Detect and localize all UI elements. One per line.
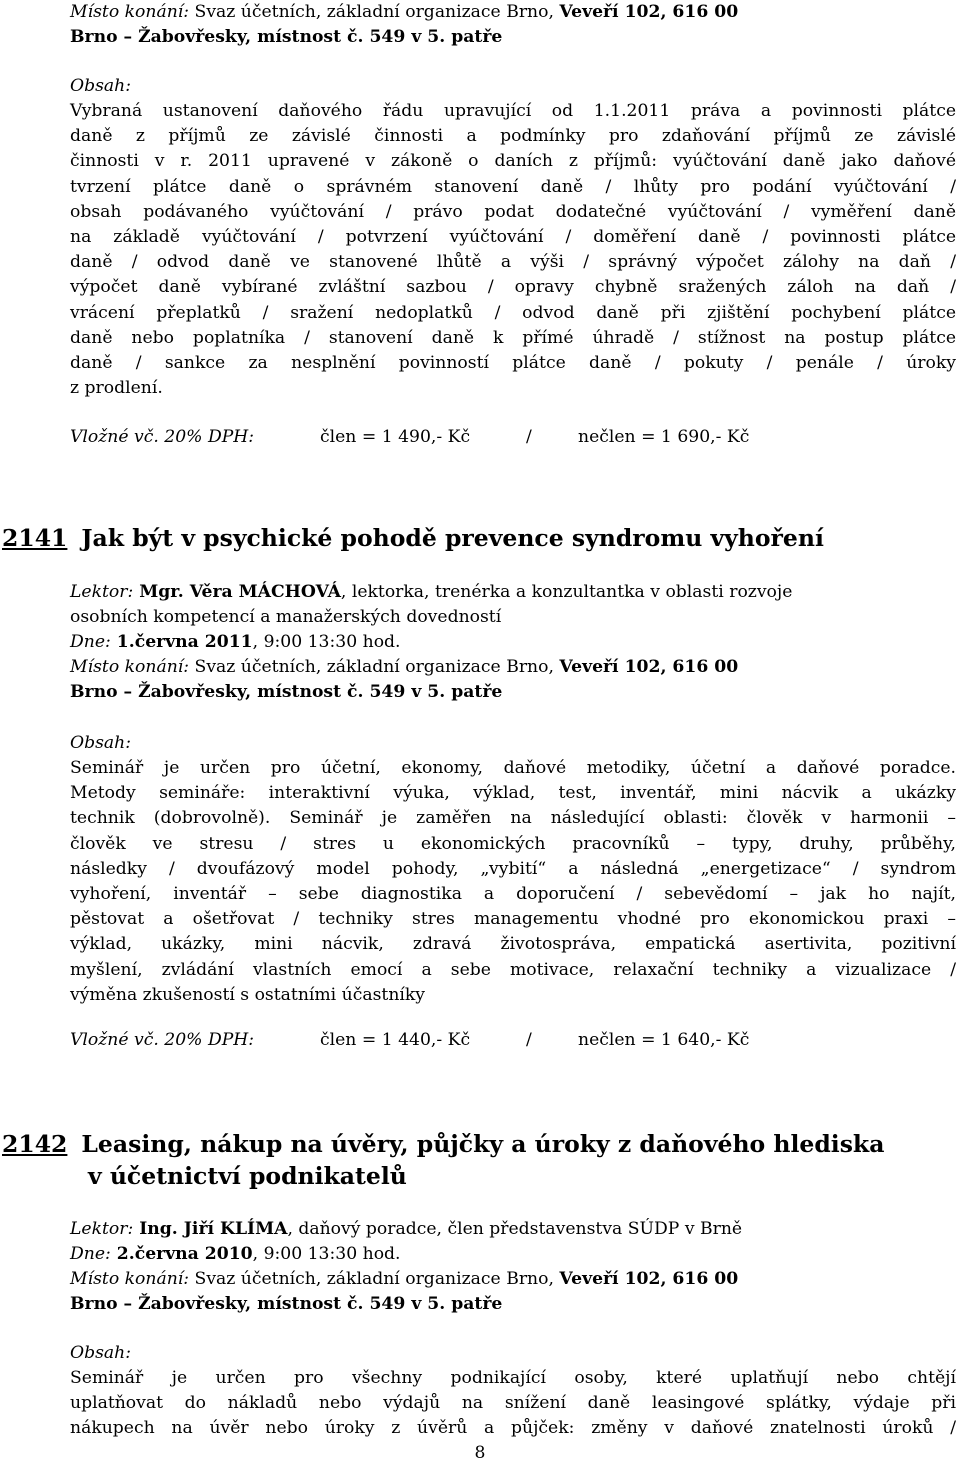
place-address-room: Brno – Žabovřesky, místnost č. 549 v 5. patře bbox=[70, 682, 503, 702]
place-address: Veveří 102, 616 00 bbox=[559, 657, 739, 677]
content-line: činnosti v r. 2011 upravené v zákoně o daních z příjmů: vyúčtování daně jako daňové bbox=[70, 151, 956, 172]
lector-label: Lektor: bbox=[70, 1219, 134, 1239]
date-value: 1.června 2011 bbox=[110, 632, 253, 652]
lector-title: Ing. bbox=[133, 1219, 184, 1239]
time-value: , 9:00 13:30 hod. bbox=[252, 632, 401, 652]
lector-name: Jiří KLÍMA bbox=[183, 1219, 288, 1239]
lector-line bbox=[70, 580, 956, 605]
fee-label: Vložné vč. 20% DPH: bbox=[70, 427, 255, 447]
content-line: uplatňovat do nákladů nebo výdajů na snížení daně leasingové splátky, výdaje při bbox=[70, 1393, 956, 1414]
lector-label: Lektor: bbox=[70, 582, 134, 602]
date-line bbox=[70, 630, 956, 655]
fee-member: člen = 1 440,- Kč bbox=[320, 1030, 471, 1050]
place-address-room: Brno – Žabovřesky, místnost č. 549 v 5. patře bbox=[70, 27, 503, 47]
course-title-line-2: v účetnictví podnikatelů bbox=[88, 1162, 407, 1190]
lector-line-2 bbox=[70, 605, 956, 630]
content-line: vyhoření, inventář – sebe diagnostika a doporučení / sebevědomí – jak ho najít, bbox=[70, 884, 956, 904]
content-line: následky / dvoufázový model pohody, „vybití“ a následná „energetizace“ / syndrom bbox=[70, 858, 956, 879]
fee-row bbox=[70, 1028, 749, 1053]
date-label: Dne: bbox=[70, 632, 111, 652]
lector-description: , lektorka, trenérka a konzultantka v oblasti rozvoje bbox=[340, 582, 793, 602]
place-label: Místo konání: bbox=[70, 1269, 190, 1289]
place-label: Místo konání: bbox=[70, 2, 190, 22]
place-label: Místo konání: bbox=[70, 657, 190, 677]
content-label bbox=[70, 731, 956, 756]
date-value: 2.června 2010 bbox=[110, 1244, 253, 1264]
page-number: 8 bbox=[474, 1443, 486, 1463]
course-heading-2142 bbox=[0, 1128, 884, 1160]
content-label-text: Obsah: bbox=[70, 733, 132, 753]
content-line: pěstovat a ošetřovat / techniky stres managementu vhodné pro ekonomickou praxi – bbox=[70, 909, 956, 930]
fee-nonmember: nečlen = 1 690,- Kč bbox=[578, 427, 750, 447]
course-heading-2141 bbox=[0, 522, 824, 554]
content-line: myšlení, zvládání vlastních emocí a sebe motivace, relaxační techniky a vizualizace / bbox=[70, 959, 956, 980]
content-label-text: Obsah: bbox=[70, 1343, 132, 1363]
place-line bbox=[70, 0, 956, 25]
fee-label: Vložné vč. 20% DPH: bbox=[70, 1030, 255, 1050]
content-line: daně z příjmů ze závislé činnosti a podmínky pro zdaňování příjmů ze závislé bbox=[70, 126, 956, 147]
content-line: výklad, ukázky, mini nácvik, zdravá životospráva, empatická asertivita, pozitivní bbox=[70, 934, 956, 955]
place-text: Svaz účetních, základní organizace Brno, bbox=[189, 2, 560, 22]
content-line: člověk ve stresu / stres u ekonomických pracovníků – typy, druhy, průběhy, bbox=[70, 833, 956, 854]
fee-separator: / bbox=[526, 1030, 532, 1050]
place-line-2 bbox=[70, 1292, 956, 1317]
content-line: Seminář je určen pro účetní, ekonomy, daňové metodiky, účetní a daňové poradce. bbox=[70, 758, 956, 778]
content-label bbox=[70, 1341, 956, 1366]
place-text: Svaz účetních, základní organizace Brno, bbox=[189, 1269, 560, 1289]
content-line: obsah podávaného vyúčtování / právo podat dodatečné vyúčtování / vyměření daně bbox=[70, 201, 956, 222]
content-line: Seminář je určen pro všechny podnikající osoby, které uplatňují nebo chtějí bbox=[70, 1368, 956, 1388]
place-line bbox=[70, 655, 956, 680]
place-line-2 bbox=[70, 680, 956, 705]
content-line: technik (dobrovolně). Seminář je zaměřen na následující oblasti: člověk v harmonii – bbox=[70, 808, 956, 829]
content-line: nákupech na úvěr nebo úroky z úvěrů a půjček: změny v daňové znatelnosti úroků / bbox=[70, 1418, 956, 1439]
fee-separator: / bbox=[526, 427, 532, 447]
content-line: výpočet daně vybírané zvláštní sazbou / opravy chybně sražených záloh na daň / bbox=[70, 277, 956, 298]
fee-member: člen = 1 490,- Kč bbox=[320, 427, 471, 447]
date-label: Dne: bbox=[70, 1244, 111, 1264]
content-line: vrácení přeplatků / sražení nedoplatků / odvod daně při zjištění pochybení plátce bbox=[70, 302, 956, 323]
content-line: výměna zkušeností s ostatními účastníky bbox=[70, 984, 426, 1005]
content-line: z prodlení. bbox=[70, 378, 163, 399]
place-address-room: Brno – Žabovřesky, místnost č. 549 v 5. patře bbox=[70, 1294, 503, 1314]
lector-description: , daňový poradce, člen představenstva SÚDP v Brně bbox=[287, 1219, 743, 1239]
fee-row bbox=[70, 425, 749, 450]
content-line: Metody semináře: interaktivní výuka, výklad, test, inventář, mini nácvik a ukázky bbox=[70, 783, 956, 804]
place-text: Svaz účetních, základní organizace Brno, bbox=[189, 657, 560, 677]
course-title: Leasing, nákup na úvěry, půjčky a úroky z daňového hlediska bbox=[81, 1130, 885, 1158]
course-number: 2141 bbox=[2, 524, 68, 552]
content-line: na základě vyúčtování / potvrzení vyúčtování / doměření daně / povinnosti plátce bbox=[70, 227, 956, 247]
place-address: Veveří 102, 616 00 bbox=[559, 1269, 739, 1289]
lector-name: Věra MÁCHOVÁ bbox=[189, 582, 341, 602]
place-line bbox=[70, 1267, 956, 1292]
lector-line bbox=[70, 1217, 956, 1242]
content-line: daně / sankce za nesplnění povinností plátce daně / pokuty / penále / úroky bbox=[70, 353, 956, 373]
lector-title: Mgr. bbox=[133, 582, 190, 602]
time-value: , 9:00 13:30 hod. bbox=[252, 1244, 401, 1264]
place-address: Veveří 102, 616 00 bbox=[559, 2, 739, 22]
course-title: Jak být v psychické pohodě prevence syndromu vyhoření bbox=[81, 524, 824, 552]
content-line: Vybraná ustanovení daňového řádu upravující od 1.1.2011 práva a povinnosti plátce bbox=[70, 101, 956, 121]
date-line bbox=[70, 1242, 956, 1267]
lector-description-2: osobních kompetencí a manažerských dovedností bbox=[70, 607, 502, 627]
content-line: daně nebo poplatníka / stanovení daně k přímé úhradě / stížnost na postup plátce bbox=[70, 327, 956, 348]
fee-nonmember: nečlen = 1 640,- Kč bbox=[578, 1030, 750, 1050]
content-label-text: Obsah: bbox=[70, 76, 132, 96]
place-line-2 bbox=[70, 25, 956, 50]
content-line: daně / odvod daně ve stanovené lhůtě a výši / správný výpočet zálohy na daň / bbox=[70, 252, 956, 273]
content-label bbox=[70, 74, 956, 99]
content-line: tvrzení plátce daně o správném stanovení daně / lhůty pro podání vyúčtování / bbox=[70, 176, 956, 197]
course-number: 2142 bbox=[2, 1130, 68, 1158]
